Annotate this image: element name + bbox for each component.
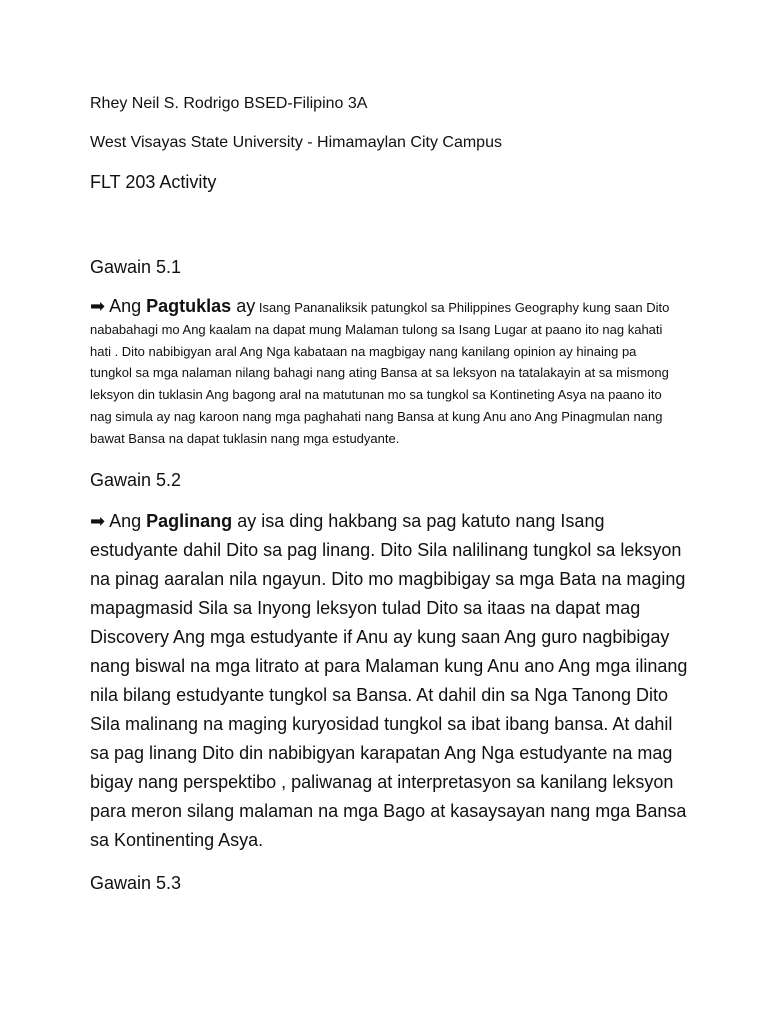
gawain-5-2-body: ay isa ding hakbang sa pag katuto nang Isang estudyante dahil Dito sa pag linang. Dito Sila nalilinang tungkol sa leksyon na pinag aaralan nila ngayun. Dito mo magbibigay sa mga Bata na maging mapagmasid Sila sa Inyong leksyon tulad Dito sa itaas na dapat mag Discovery Ang mga estudyante if Anu ay kung saan Ang guro nagbibigay nang biswal na mga litrato at para Malaman kung Anu ano Ang mga ilinang nila bilang estudyante tungkol sa Bansa. At dahil din sa Nga Tanong Dito Sila malinang na maging kuryosidad tungkol sa ibat ibang bansa. At dahil sa pag linang Dito din nabibigyan karapatan Ang Nga estudyante na mag bigay nang perspektibo , paliwanag at interpretasyon sa kanilang leksyon para meron silang malaman na mga Bago at kasaysayan nang mga Bansa sa Kontinenting Asya.	[90, 511, 688, 850]
right-arrow-icon: ➡	[90, 296, 106, 316]
gawain-5-2-ang: Ang	[109, 511, 142, 531]
gawain-5-1-heading: Gawain 5.1	[90, 257, 182, 277]
document-page	[90, 0, 690, 1024]
activity-title: FLT 203 Activity	[90, 172, 217, 192]
gawain-5-1-lead	[90, 296, 255, 316]
gawain-5-1-paragraph	[90, 296, 680, 450]
gawain-5-2-keyword: Paglinang	[146, 511, 233, 531]
gawain-5-1-keyword: Pagtuklas	[146, 296, 232, 316]
author-line: Rhey Neil S. Rodrigo BSED-Filipino 3A	[90, 95, 368, 112]
gawain-5-2-heading: Gawain 5.2	[90, 470, 182, 490]
school-line: West Visayas State University - Himamaylan City Campus	[90, 134, 502, 151]
gawain-5-1-body: Isang Pananaliksik patungkol sa Philippines Geography kung saan Dito nababahagi mo Ang kaalam na dapat mung Malaman tulong sa Isang Lugar at paano ito nag kahati hati . Dito nabibigyan aral Ang Nga kabataan na magbigay nang kanilang opinion ay hinaing pa tungkol sa mga nalaman nilang bahagi nang ating Bansa at sa leksyon na tatalakayin at sa mismong leksyon din tuklasin Ang bagong aral na matutunan mo sa tungkol sa Kontineting Asya na paano ito nag simula ay nag karoon nang mga paghahati nang Bansa at kung Anu ano Ang Pinagmulan nang bawat Bansa na dapat tuklasin nang mga estudyante.	[90, 300, 670, 446]
gawain-5-1-ang: Ang	[109, 296, 142, 316]
gawain-5-2-paragraph	[90, 507, 690, 855]
gawain-5-1-ay: ay	[236, 296, 256, 316]
right-arrow-icon: ➡	[90, 511, 106, 531]
gawain-5-3-heading: Gawain 5.3	[90, 873, 182, 893]
